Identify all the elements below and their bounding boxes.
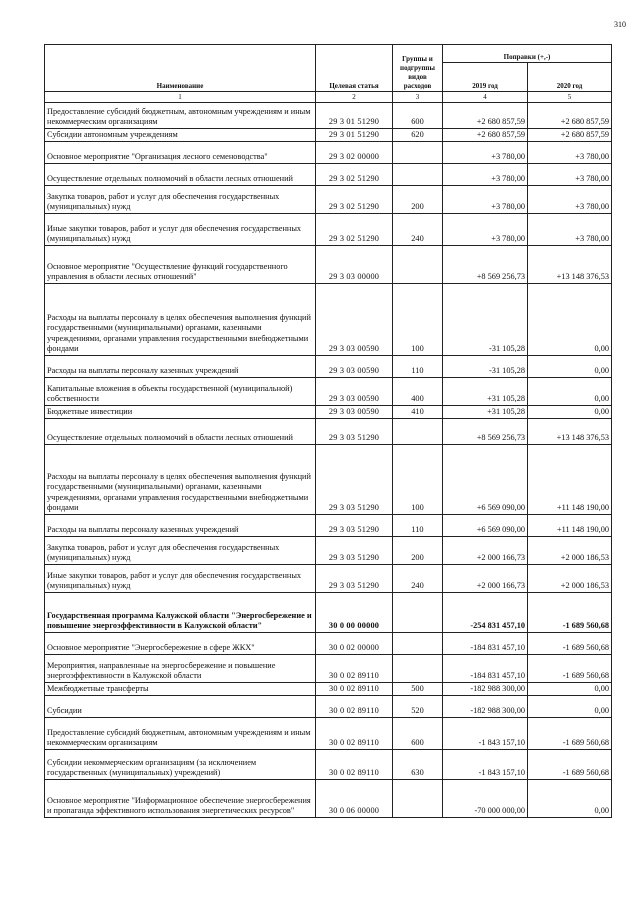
column-index: 5: [528, 92, 612, 103]
table-row: [45, 142, 612, 164]
row-amendment-2019: +2 680 857,59: [443, 129, 528, 142]
table-row: [45, 655, 612, 683]
row-expense-group: 240: [393, 214, 443, 246]
row-target-article: 30 0 00 00000: [316, 593, 393, 633]
table-row: [45, 356, 612, 378]
row-amendment-2019: -184 831 457,10: [443, 633, 528, 655]
row-name: Предоставление субсидий бюджетным, автономным учреждениям и иным некоммерческим организациям: [45, 103, 316, 129]
row-expense-group: 520: [393, 696, 443, 718]
row-target-article: 30 0 02 89110: [316, 718, 393, 750]
header-year-2019: 2019 год: [443, 63, 528, 92]
row-expense-group: 100: [393, 445, 443, 515]
header-name: Наименование: [45, 45, 316, 92]
row-expense-group: [393, 419, 443, 445]
row-amendment-2020: +2 000 186,53: [528, 537, 612, 565]
table-row: [45, 683, 612, 696]
row-amendment-2020: +11 148 190,00: [528, 445, 612, 515]
row-amendment-2019: +2 680 857,59: [443, 103, 528, 129]
row-amendment-2019: +6 569 090,00: [443, 515, 528, 537]
row-expense-group: 410: [393, 406, 443, 419]
row-amendment-2020: +13 148 376,53: [528, 419, 612, 445]
column-index: 4: [443, 92, 528, 103]
header-expense-groups: Группы и подгруппы видов расходов: [393, 45, 443, 92]
row-expense-group: 400: [393, 378, 443, 406]
header-amendments: Поправки (+,-): [443, 45, 612, 63]
row-target-article: 29 3 02 51290: [316, 186, 393, 214]
page-number: 310: [614, 20, 626, 29]
row-expense-group: [393, 633, 443, 655]
row-target-article: 30 0 02 89110: [316, 750, 393, 780]
table-row: [45, 445, 612, 515]
row-name: Субсидии некоммерческим организациям (за исключением государственных (муниципальных) учреждений): [45, 750, 316, 780]
row-expense-group: 630: [393, 750, 443, 780]
row-target-article: 30 0 02 89110: [316, 696, 393, 718]
column-index: 2: [316, 92, 393, 103]
row-amendment-2020: +3 780,00: [528, 186, 612, 214]
table-row: [45, 164, 612, 186]
row-expense-group: 110: [393, 515, 443, 537]
row-amendment-2020: +3 780,00: [528, 214, 612, 246]
row-amendment-2020: +2 680 857,59: [528, 129, 612, 142]
column-index: 1: [45, 92, 316, 103]
row-amendment-2020: 0,00: [528, 284, 612, 356]
row-expense-group: [393, 142, 443, 164]
row-name: Основное мероприятие "Осуществление функций государственного управления в области лесных отношений": [45, 246, 316, 284]
row-expense-group: 100: [393, 284, 443, 356]
row-expense-group: 600: [393, 718, 443, 750]
row-amendment-2019: -1 843 157,10: [443, 718, 528, 750]
row-name: Расходы на выплаты персоналу казенных учреждений: [45, 356, 316, 378]
row-expense-group: 200: [393, 537, 443, 565]
row-amendment-2020: +13 148 376,53: [528, 246, 612, 284]
row-expense-group: 240: [393, 565, 443, 593]
row-target-article: 29 3 03 00000: [316, 246, 393, 284]
row-target-article: 30 0 06 00000: [316, 780, 393, 818]
row-expense-group: [393, 246, 443, 284]
table-row: [45, 593, 612, 633]
row-name: Государственная программа Калужской области "Энергосбережение и повышение энергоэффективности в Калужской области": [45, 593, 316, 633]
row-amendment-2019: +2 000 166,73: [443, 537, 528, 565]
table-row: [45, 537, 612, 565]
row-expense-group: 200: [393, 186, 443, 214]
row-name: Капитальные вложения в объекты государственной (муниципальной) собственности: [45, 378, 316, 406]
row-target-article: 29 3 01 51290: [316, 129, 393, 142]
row-amendment-2020: 0,00: [528, 356, 612, 378]
row-name: Осуществление отдельных полномочий в области лесных отношений: [45, 164, 316, 186]
row-amendment-2020: 0,00: [528, 696, 612, 718]
table-row: [45, 246, 612, 284]
row-target-article: 29 3 02 51290: [316, 164, 393, 186]
column-index: 3: [393, 92, 443, 103]
table-row: [45, 214, 612, 246]
row-amendment-2019: +3 780,00: [443, 164, 528, 186]
row-amendment-2019: +6 569 090,00: [443, 445, 528, 515]
row-name: Закупка товаров, работ и услуг для обеспечения государственных (муниципальных) нужд: [45, 537, 316, 565]
row-amendment-2020: -1 689 560,68: [528, 593, 612, 633]
row-name: Расходы на выплаты персоналу в целях обеспечения выполнения функций государственными (муниципальными) органами, казенными учреждениями, органами управления государственными внебюджетными фондами: [45, 445, 316, 515]
row-target-article: 30 0 02 89110: [316, 683, 393, 696]
table-row: [45, 378, 612, 406]
row-amendment-2019: -70 000 000,00: [443, 780, 528, 818]
row-expense-group: 620: [393, 129, 443, 142]
row-amendment-2020: -1 689 560,68: [528, 718, 612, 750]
header-year-2020: 2020 год: [528, 63, 612, 92]
row-amendment-2019: +8 569 256,73: [443, 419, 528, 445]
row-target-article: 29 3 03 51290: [316, 419, 393, 445]
row-expense-group: [393, 655, 443, 683]
row-amendment-2020: +2 680 857,59: [528, 103, 612, 129]
table-row: [45, 696, 612, 718]
row-target-article: 29 3 03 51290: [316, 537, 393, 565]
table-row: [45, 750, 612, 780]
row-name: Основное мероприятие "Энергосбережение в сфере ЖКХ": [45, 633, 316, 655]
table-row: [45, 718, 612, 750]
table-row: [45, 633, 612, 655]
row-amendment-2019: +2 000 166,73: [443, 565, 528, 593]
row-target-article: 29 3 01 51290: [316, 103, 393, 129]
row-amendment-2020: 0,00: [528, 406, 612, 419]
row-expense-group: 600: [393, 103, 443, 129]
row-amendment-2019: +31 105,28: [443, 378, 528, 406]
table-row: [45, 186, 612, 214]
row-name: Субсидии автономным учреждениям: [45, 129, 316, 142]
table-row: [45, 515, 612, 537]
row-amendment-2020: 0,00: [528, 780, 612, 818]
table-row: [45, 780, 612, 818]
row-name: Мероприятия, направленные на энергосбережение и повышение энергоэффективности в Калужской области: [45, 655, 316, 683]
row-expense-group: [393, 780, 443, 818]
row-amendment-2020: +3 780,00: [528, 142, 612, 164]
row-amendment-2019: -31 105,28: [443, 284, 528, 356]
row-name: Основное мероприятие "Организация лесного семеноводства": [45, 142, 316, 164]
row-amendment-2019: +3 780,00: [443, 214, 528, 246]
table-row: [45, 284, 612, 356]
table-row: [45, 129, 612, 142]
row-amendment-2020: -1 689 560,68: [528, 633, 612, 655]
row-amendment-2019: -182 988 300,00: [443, 683, 528, 696]
row-expense-group: [393, 164, 443, 186]
row-amendment-2019: -1 843 157,10: [443, 750, 528, 780]
row-name: Бюджетные инвестиции: [45, 406, 316, 419]
row-amendment-2020: -1 689 560,68: [528, 655, 612, 683]
row-target-article: 29 3 02 00000: [316, 142, 393, 164]
row-amendment-2019: -254 831 457,10: [443, 593, 528, 633]
row-amendment-2019: -184 831 457,10: [443, 655, 528, 683]
table-row: [45, 406, 612, 419]
row-target-article: 29 3 03 00590: [316, 284, 393, 356]
table-body: [45, 103, 612, 818]
row-amendment-2020: +3 780,00: [528, 164, 612, 186]
row-target-article: 30 0 02 89110: [316, 655, 393, 683]
header-target-article: Целевая статья: [316, 45, 393, 92]
row-name: Расходы на выплаты персоналу казенных учреждений: [45, 515, 316, 537]
row-expense-group: [393, 593, 443, 633]
row-name: Осуществление отдельных полномочий в области лесных отношений: [45, 419, 316, 445]
row-target-article: 29 3 03 51290: [316, 515, 393, 537]
budget-amendments-table: [44, 44, 612, 818]
row-target-article: 29 3 03 51290: [316, 565, 393, 593]
row-amendment-2020: +11 148 190,00: [528, 515, 612, 537]
row-expense-group: 110: [393, 356, 443, 378]
row-name: Предоставление субсидий бюджетным, автономным учреждениям и иным некоммерческим организациям: [45, 718, 316, 750]
row-name: Иные закупки товаров, работ и услуг для обеспечения государственных (муниципальных) нужд: [45, 214, 316, 246]
row-expense-group: 500: [393, 683, 443, 696]
row-amendment-2019: +3 780,00: [443, 142, 528, 164]
row-target-article: 29 3 03 00590: [316, 378, 393, 406]
row-name: Основное мероприятие "Информационное обеспечение энергосбережения и пропаганда эффективного использования энергетических ресурсов": [45, 780, 316, 818]
row-amendment-2020: 0,00: [528, 683, 612, 696]
row-amendment-2019: -31 105,28: [443, 356, 528, 378]
row-target-article: 29 3 03 00590: [316, 406, 393, 419]
row-name: Иные закупки товаров, работ и услуг для обеспечения государственных (муниципальных) нужд: [45, 565, 316, 593]
row-amendment-2019: +3 780,00: [443, 186, 528, 214]
row-amendment-2019: -182 988 300,00: [443, 696, 528, 718]
row-amendment-2020: -1 689 560,68: [528, 750, 612, 780]
row-name: Закупка товаров, работ и услуг для обеспечения государственных (муниципальных) нужд: [45, 186, 316, 214]
row-name: Расходы на выплаты персоналу в целях обеспечения выполнения функций государственными (муниципальными) органами, казенными учреждениями, органами управления государственными внебюджетными фондами: [45, 284, 316, 356]
row-amendment-2019: +8 569 256,73: [443, 246, 528, 284]
row-amendment-2020: 0,00: [528, 378, 612, 406]
row-name: Субсидии: [45, 696, 316, 718]
row-target-article: 29 3 03 51290: [316, 445, 393, 515]
row-amendment-2019: +31 105,28: [443, 406, 528, 419]
table-row: [45, 103, 612, 129]
row-target-article: 29 3 03 00590: [316, 356, 393, 378]
row-target-article: 30 0 02 00000: [316, 633, 393, 655]
table-row: [45, 565, 612, 593]
row-name: Межбюджетные трансферты: [45, 683, 316, 696]
row-amendment-2020: +2 000 186,53: [528, 565, 612, 593]
table-row: [45, 419, 612, 445]
row-target-article: 29 3 02 51290: [316, 214, 393, 246]
